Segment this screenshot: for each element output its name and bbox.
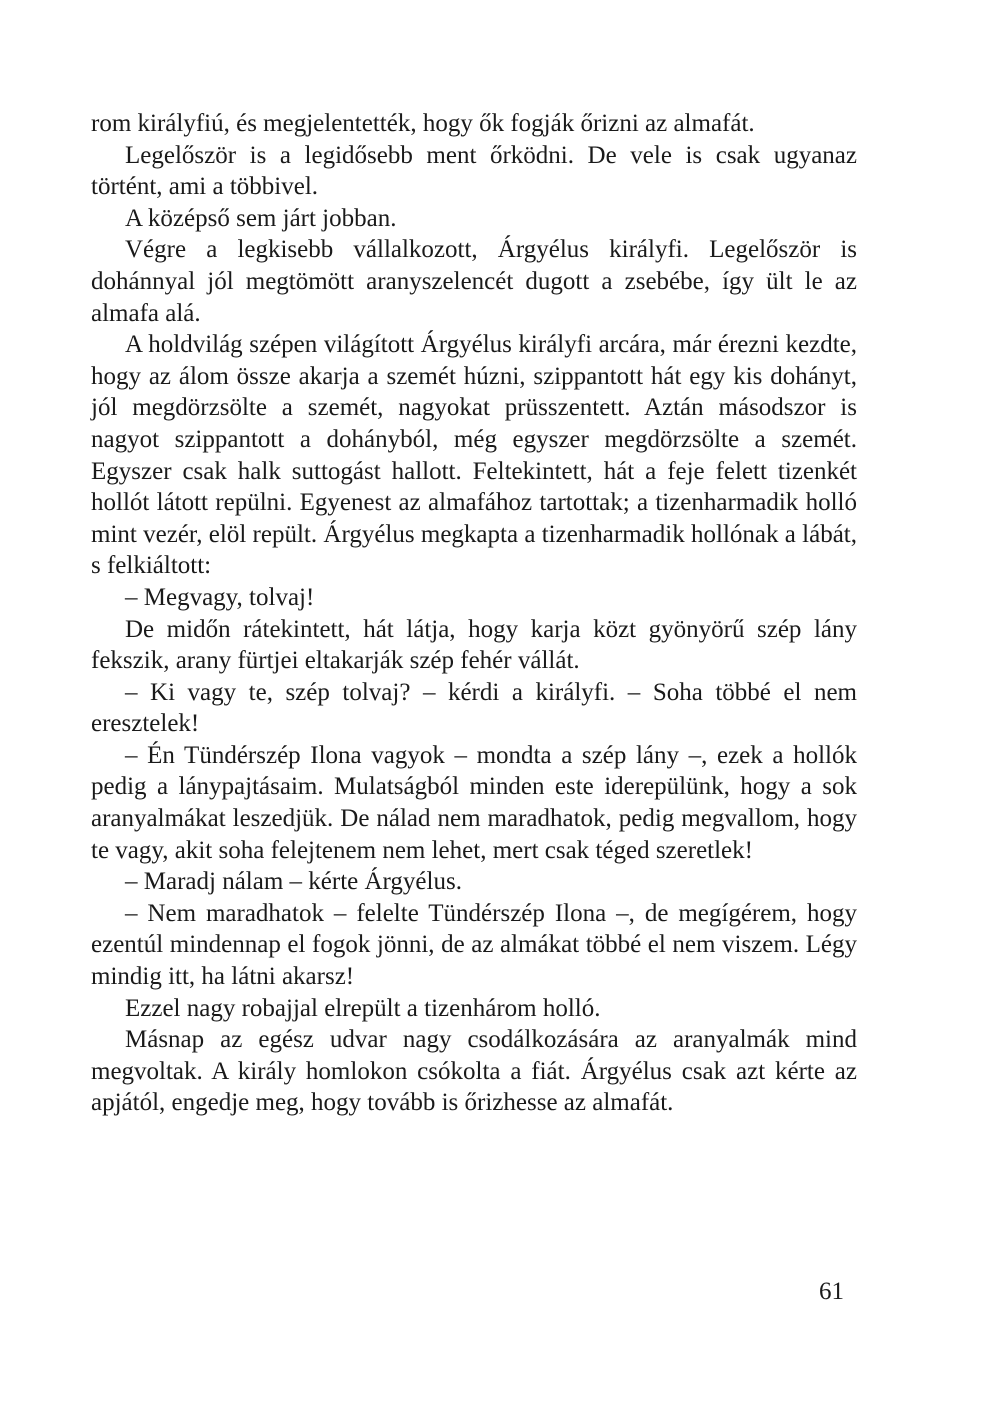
paragraph: De midőn rátekintett, hát látja, hogy karja közt gyönyörű szép lány fekszik, arany fürtjei eltakarják szép fehér vállát. — [91, 615, 857, 675]
paragraph: Legelőször is a legidősebb ment őrködni. De vele is csak ugyanaz történt, ami a többivel. — [91, 141, 857, 201]
paragraph: rom királyfiú, és megjelentették, hogy ők fogják őrizni az almafát. — [91, 110, 755, 137]
paragraph: – Nem maradhatok – felelte Tündérszép Ilona –, de megígérem, hogy ezentúl mindennap el fogok jönni, de az almákat többé el nem viszem. Légy mindig itt, ha látni akarsz! — [91, 899, 857, 991]
page-number: 61 — [819, 1278, 844, 1305]
paragraph: – Megvagy, tolvaj! — [125, 583, 315, 611]
body-text — [91, 108, 857, 1119]
paragraph: Másnap az egész udvar nagy csodálkozására az aranyalmák mind megvoltak. A király homlokon csókolta a fiát. Árgyélus csak azt kérte az apjától, engedje meg, hogy tovább is őrizhesse az almafát. — [91, 1026, 857, 1117]
paragraph: Végre a legkisebb vállalkozott, Árgyélus királyfi. Legelőször is dohánnyal jól megtömött aranyszelencét dugott a zsebébe, így ült le az almafa alá. — [91, 236, 857, 327]
paragraph: Ezzel nagy robajjal elrepült a tizenhárom holló. — [125, 994, 601, 1022]
paragraph: A holdvilág szépen világított Árgyélus királyfi arcára, már érezni kezdte, hogy az álom össze akarja a szemét húzni, szippantott hát egy kis dohányt, jól megdörzsölte a szemét, nagyokat prüsszentett. Aztán másodszor is nagyot szippantott a dohányból, még egyszer megdörzsölte a szemét. Egyszer csak halk suttogást hallott. Feltekintett, hát a feje felett tizenkét hollót látott repülni. Egyenest az almafához tartottak; a tizenharmadik holló mint vezér, elöl repült. Árgyélus megkapta a tizenharmadik hollónak a lábát, s felkiáltott: — [91, 331, 857, 580]
paragraph: – Maradj nálam – kérte Árgyélus. — [125, 868, 462, 896]
paragraph: – Én Tündérszép Ilona vagyok – mondta a szép lány –, ezek a hollók pedig a lánypajtásaim. Mulatságból minden este iderepülünk, hogy a sok aranyalmákat leszedjük. De nálad nem maradhatok, pedig megvallom, hogy te vagy, akit soha felejtenem nem lehet, mert csak téged szeretlek! — [91, 741, 857, 864]
paragraph: – Ki vagy te, szép tolvaj? – kérdi a királyfi. – Soha többé el nem eresztelek! — [91, 678, 857, 738]
paragraph: A középső sem járt jobban. — [125, 204, 397, 232]
